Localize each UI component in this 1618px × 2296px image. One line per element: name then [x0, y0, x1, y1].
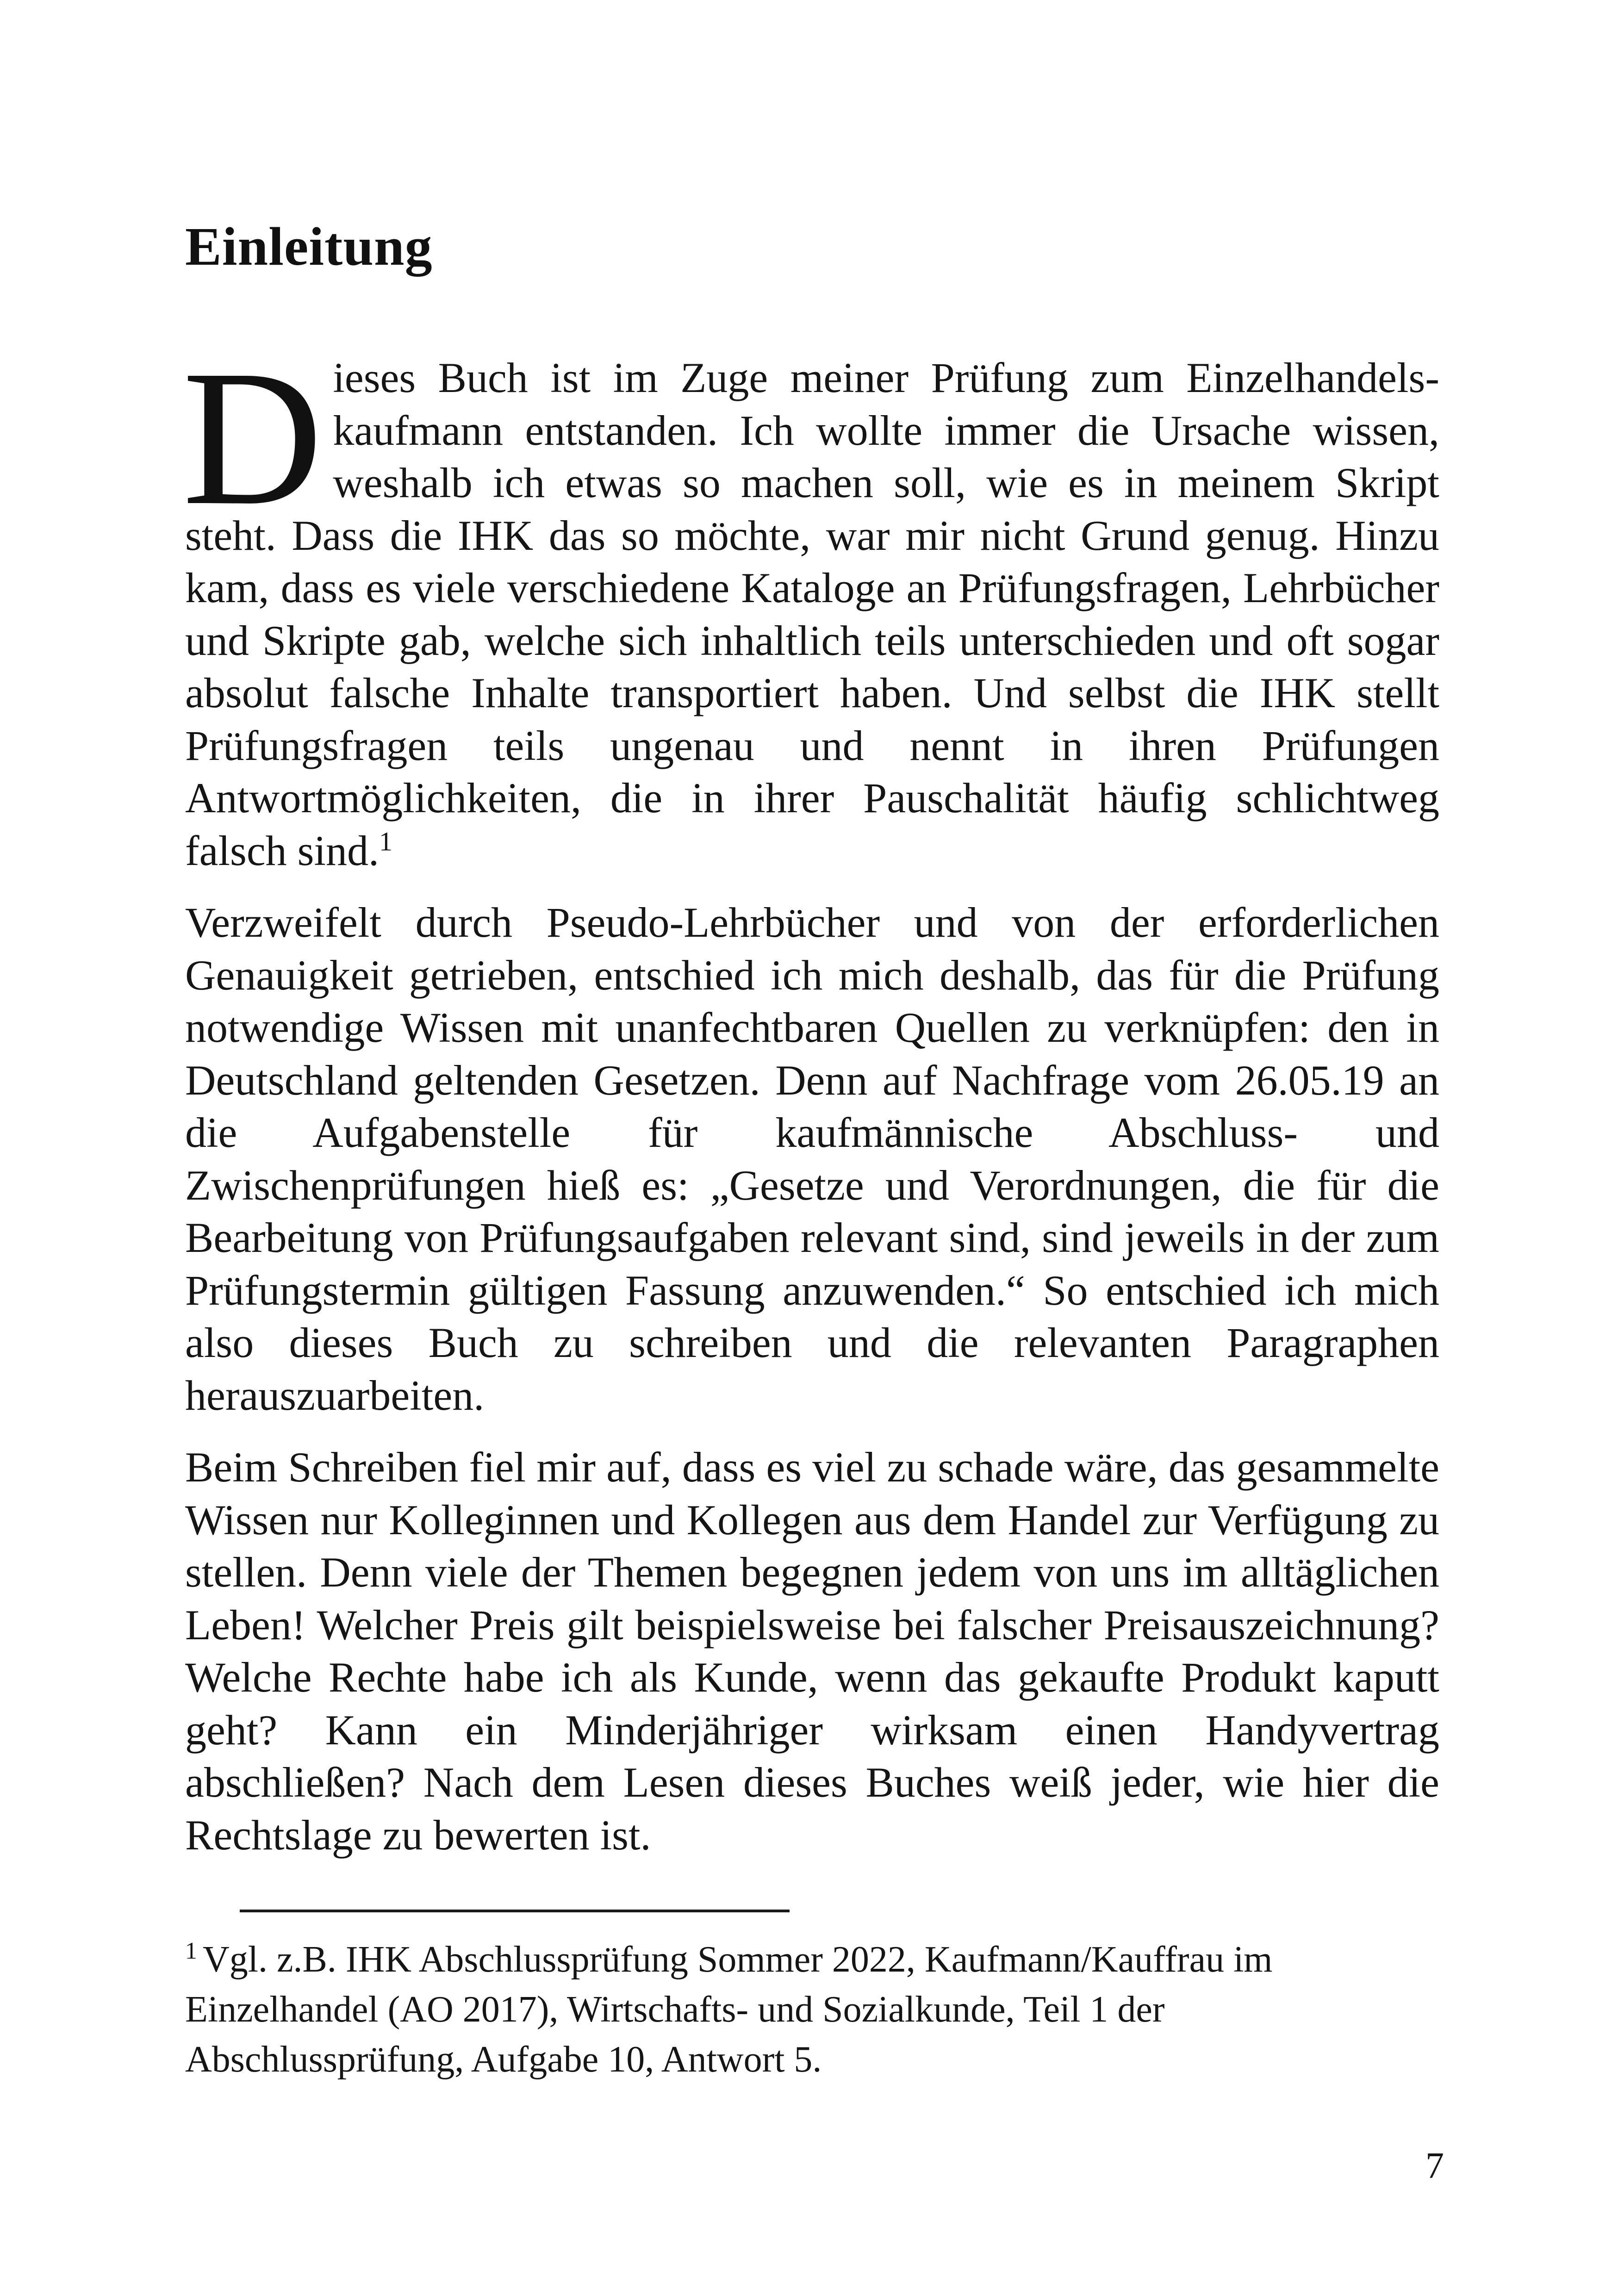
page-number: 7: [1425, 2146, 1444, 2186]
paragraph-motivation: Verzweifelt durch Pseudo-Lehrbücher und von der erforderlichen Genauigkeit getrieben, entschied ich mich deshalb, das für die Prüfung notwendige Wissen mit unanfechtbaren Quellen zu verknüpfen: den in Deutschland geltenden Gesetzen. Denn auf Nachfrage vom 26.05.19 an die Aufgabenstelle für kaufmännische Abschluss- und Zwischenprüfungen hieß es: „Gesetze und Verordnungen, die für die Bearbeitung von Prüfungsaufgaben relevant sind, sind jeweils in der zum Prüfungstermin gültigen Fassung anzuwenden.“ So entschied ich mich also dieses Buch zu schreiben und die relevanten Paragraphen herauszuarbeiten.: [185, 899, 1439, 1419]
footnote-text: Vgl. z.B. IHK Abschlussprüfung Sommer 2022, Kaufmann/Kauffrau im Einzelhandel (AO 2017), Wirtschafts- und Sozialkunde, Teil 1 der Abschlussprüfung, Aufgabe 10, Antwort 5.: [185, 1939, 1273, 2080]
paragraph-audience: Beim Schreiben fiel mir auf, dass es viel zu schade wäre, das gesammelte Wissen nur Kolleginnen und Kollegen aus dem Handel zur Verfügung zu stellen. Denn viele der Themen begegnen jedem von uns im alltäglichen Leben! Welcher Preis gilt beispielsweise bei falscher Preisauszeichnung? Welche Rechte habe ich als Kunde, wenn das gekaufte Produkt kaputt geht? Kann ein Minderjähriger wirksam einen Handyvertrag abschließen? Nach dem Lesen dieses Buches weiß jeder, wie hier die Rechtslage zu bewerten ist.: [185, 1444, 1439, 1859]
chapter-heading: Einleitung: [185, 216, 433, 277]
footnote-reference[interactable]: 1: [379, 826, 393, 856]
footnote: [185, 1935, 1388, 2084]
drop-cap: D: [182, 330, 323, 545]
paragraph-intro: [182, 330, 1439, 877]
paragraph-intro-text: ieses Buch ist im Zuge meiner Prüfung zum Einzelhandelskaufmann entstanden. Ich wollte immer die Ursache wissen, weshalb ich etwas so machen soll, wie es in meinem Skript steht. Dass die IHK das so möchte, war mir nicht Grund genug. Hinzu kam, dass es viele verschiedene Kataloge an Prüfungsfragen, Lehrbücher und Skripte gab, welche sich inhaltlich teils unterschieden und oft sogar absolut falsche Inhalte transportiert haben. Und selbst die IHK stellt Prüfungsfragen teils ungenau und nennt in ihren Prüfungen Antwortmöglichkeiten, die in ihrer Pauschalität häufig schlichtweg falsch sind.: [185, 354, 1439, 874]
footnote-mark: 1: [185, 1938, 197, 1965]
chapter-body: [182, 330, 1439, 1881]
footnote-separator: [240, 1910, 790, 1912]
